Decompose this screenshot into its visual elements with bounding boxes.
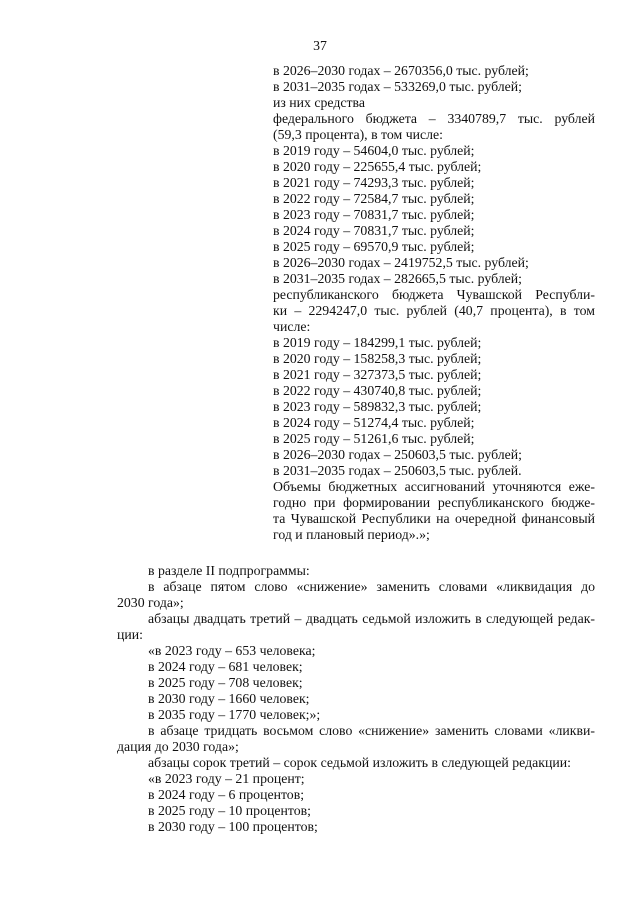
- text-line: в разделе II подпрограммы:: [148, 563, 310, 578]
- text-line: из них средства: [273, 95, 365, 110]
- text-line: в 2031–2035 годах – 533269,0 тыс. рублей;: [273, 79, 522, 94]
- text-line: (59,3 процента), в том числе:: [273, 127, 443, 142]
- text-line: годно при формировании республиканского бюдже-: [273, 495, 595, 510]
- text-line: в 2026–2030 годах – 250603,5 тыс. рублей;: [273, 447, 522, 462]
- text-line: республиканского бюджета Чувашской Республи-: [273, 287, 595, 302]
- text-line: в 2025 году – 51261,6 тыс. рублей;: [273, 431, 475, 446]
- text-line: в 2020 году – 225655,4 тыс. рублей;: [273, 159, 482, 174]
- text-line: дация до 2030 года»;: [117, 739, 239, 754]
- text-line: ки – 2294247,0 тыс. рублей (40,7 процента), в том: [273, 303, 595, 318]
- text-line: в 2022 году – 72584,7 тыс. рублей;: [273, 191, 475, 206]
- text-line: в 2031–2035 годах – 282665,5 тыс. рублей;: [273, 271, 522, 286]
- text-line: в 2025 году – 69570,9 тыс. рублей;: [273, 239, 475, 254]
- text-line: ции:: [117, 627, 143, 642]
- text-line: в 2024 году – 51274,4 тыс. рублей;: [273, 415, 475, 430]
- text-line: в 2024 году – 70831,7 тыс. рублей;: [273, 223, 475, 238]
- text-line: в 2024 году – 6 процентов;: [148, 787, 305, 802]
- text-line: числе:: [273, 319, 311, 334]
- text-line: «в 2023 году – 21 процент;: [148, 771, 305, 786]
- text-line: в 2030 году – 100 процентов;: [148, 819, 318, 834]
- text-line: в 2031–2035 годах – 250603,5 тыс. рублей.: [273, 463, 522, 478]
- text-line: в 2022 году – 430740,8 тыс. рублей;: [273, 383, 482, 398]
- text-line: в 2026–2030 годах – 2419752,5 тыс. рублей;: [273, 255, 529, 270]
- text-line: Объемы бюджетных ассигнований уточняются еже-: [273, 479, 595, 494]
- text-line: в абзаце тридцать восьмом слово «снижение» заменить словами «ликви-: [148, 723, 595, 738]
- text-line: в 2025 году – 708 человек;: [148, 675, 303, 690]
- text-line: та Чувашской Республики на очередной финансовый: [273, 511, 595, 526]
- text-line: в 2030 году – 1660 человек;: [148, 691, 310, 706]
- text-line: в 2035 году – 1770 человек;»;: [148, 707, 321, 722]
- text-line: 2030 года»;: [117, 595, 184, 610]
- text-line: в 2019 году – 54604,0 тыс. рублей;: [273, 143, 475, 158]
- text-line: в 2020 году – 158258,3 тыс. рублей;: [273, 351, 482, 366]
- text-line: «в 2023 году – 653 человека;: [148, 643, 316, 658]
- text-line: в 2023 году – 589832,3 тыс. рублей;: [273, 399, 482, 414]
- text-line: в 2023 году – 70831,7 тыс. рублей;: [273, 207, 475, 222]
- text-line: абзацы двадцать третий – двадцать седьмой изложить в следующей редак-: [148, 611, 595, 626]
- text-line: федерального бюджета – 3340789,7 тыс. рублей: [273, 111, 595, 126]
- page-number: 37: [313, 38, 327, 53]
- text-line: абзацы сорок третий – сорок седьмой изложить в следующей редакции:: [148, 755, 571, 770]
- text-line: в 2021 году – 327373,5 тыс. рублей;: [273, 367, 482, 382]
- text-line: в 2025 году – 10 процентов;: [148, 803, 311, 818]
- text-line: в 2021 году – 74293,3 тыс. рублей;: [273, 175, 475, 190]
- text-line: в 2026–2030 годах – 2670356,0 тыс. рублей;: [273, 63, 529, 78]
- text-line: в абзаце пятом слово «снижение» заменить словами «ликвидация до: [148, 579, 595, 594]
- text-line: в 2019 году – 184299,1 тыс. рублей;: [273, 335, 482, 350]
- text-line: год и плановый период».»;: [273, 527, 430, 542]
- text-line: в 2024 году – 681 человек;: [148, 659, 303, 674]
